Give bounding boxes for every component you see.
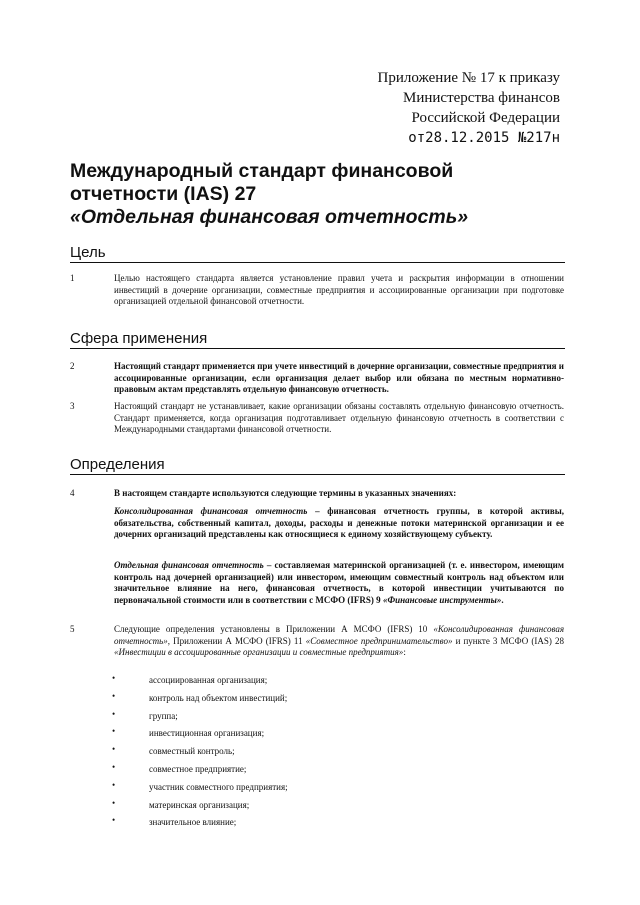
bullet-icon: •: [112, 779, 116, 790]
list-item: [112, 690, 532, 708]
list-item-label: инвестиционная организация;: [149, 728, 265, 739]
definition-term: Консолидированная финансовая отчетность: [114, 506, 308, 516]
standard-reference: «Консолидированная финансовая отчетность»: [114, 624, 565, 646]
list-item-label: участник совместного предприятия;: [149, 781, 288, 792]
list-item-label: совместный контроль;: [149, 746, 235, 757]
paragraph-4: [70, 488, 564, 500]
header-line-country: Российской Федерации: [411, 110, 560, 126]
paragraph-number: 4: [70, 488, 75, 498]
header-line-date: от28.12.2015 №217н: [408, 130, 560, 146]
paragraph-number: 5: [70, 624, 75, 634]
paragraph-1: [70, 273, 564, 308]
paragraph-text-part: и пункте 3 МСФО (IAS) 28: [452, 635, 564, 646]
paragraph-text: Настоящий стандарт не устанавливает, какие организации обязаны составлять отдельную финансовую отчетность. Стандарт применяется, когда организация подготавливает отдельную финансовую отчетность в соответствии с Международными стандартами финансовой отчетности.: [114, 401, 564, 434]
header-line-appendix: Приложение № 17 к приказу: [377, 70, 560, 86]
paragraph-text: [114, 624, 564, 659]
definition-reference: «Финансовые инструменты»: [382, 594, 502, 605]
definition-consolidated: [114, 506, 564, 541]
bullet-icon: •: [112, 708, 116, 719]
list-item: [112, 761, 532, 779]
definition-term: Отдельная финансовая отчетность: [114, 560, 264, 570]
definition-text: – составляемая материнской организацией (т. е. инвестором, имеющим контроль над дочерней организацией) или инвестором, имеющим совместный контроль над объектом или значительное влияние на него, финансовая отчетность, в которой инвестиции учитываются по первоначальной стоимости или в соответствии с МСФО (IFRS) 9: [114, 560, 564, 605]
paragraph-text-part: Следующие определения установлены в Приложении А МСФО (IFRS) 10: [114, 624, 434, 634]
list-item-label: значительное влияние;: [149, 817, 237, 828]
list-item-label: материнская организация;: [149, 799, 250, 810]
defined-terms-list: [112, 672, 532, 832]
paragraph-number: 1: [70, 273, 75, 283]
bullet-icon: •: [112, 815, 116, 826]
bullet-icon: •: [112, 761, 116, 772]
section-heading-scope: Сфера применения: [70, 330, 565, 349]
paragraph-3: [70, 401, 564, 436]
paragraph-text: Целью настоящего стандарта является установление правил учета и раскрытия информации в отношении инвестиций в дочерние организации, совместные предприятия и ассоциированные организации при подготовке организацией отдельной финансовой отчетности.: [114, 273, 564, 306]
title-line-1: Международный стандарт финансовой: [70, 160, 454, 182]
list-item: [112, 708, 532, 726]
list-item-label: совместное предприятие;: [149, 763, 247, 774]
order-header: [378, 68, 561, 148]
bullet-icon: •: [112, 744, 116, 755]
bullet-icon: •: [112, 797, 116, 808]
paragraph-number: 3: [70, 401, 75, 411]
standard-reference: «Инвестиции в ассоциированные организации и совместные предприятия»: [114, 647, 404, 657]
bullet-icon: •: [112, 726, 116, 737]
list-item-label: контроль над объектом инвестиций;: [149, 692, 288, 703]
definition-text: – финансовая отчетность группы, в которой активы, обязательства, собственный капитал, доходы, расходы и денежные потоки материнской организации и ее дочерних организаций представлены как относящиеся к единому хозяйствующему субъекту.: [114, 506, 564, 539]
definition-end: .: [501, 594, 504, 605]
bullet-icon: •: [112, 673, 116, 683]
standard-reference: «Совместное предпринимательство»: [305, 635, 453, 646]
bullet-icon: •: [112, 690, 116, 701]
list-item: [112, 672, 532, 690]
document-title: [70, 160, 570, 229]
section-heading-goal: Цель: [70, 244, 565, 263]
list-item: [112, 779, 532, 797]
paragraph-text: Настоящий стандарт применяется при учете инвестиций в дочерние организации, совместные предприятия и ассоциированные организации, если организация делает выбор или обязана по местным нормативно-правовым актам представлять отдельную финансовую отчетность.: [114, 361, 564, 394]
list-item-label: группа;: [149, 710, 178, 721]
title-line-3: «Отдельная финансовая отчетность»: [70, 206, 469, 228]
paragraph-text-part: , Приложении А МСФО (IFRS) 11: [167, 635, 306, 646]
list-item-label: ассоциированная организация;: [149, 675, 268, 685]
definition-separate: [114, 560, 564, 606]
paragraph-number: 2: [70, 361, 75, 371]
header-line-ministry: Министерства финансов: [403, 90, 560, 106]
list-item: [112, 743, 532, 761]
paragraph-2: [70, 361, 564, 396]
list-item: [112, 797, 532, 815]
paragraph-text: В настоящем стандарте используются следующие термины в указанных значениях:: [114, 488, 457, 498]
paragraph-5: [70, 624, 564, 659]
title-line-2: отчетности (IAS) 27: [70, 183, 257, 205]
list-item: [112, 814, 532, 832]
section-heading-definitions: Определения: [70, 456, 565, 475]
list-item: [112, 725, 532, 743]
paragraph-text-part: :: [403, 647, 406, 657]
